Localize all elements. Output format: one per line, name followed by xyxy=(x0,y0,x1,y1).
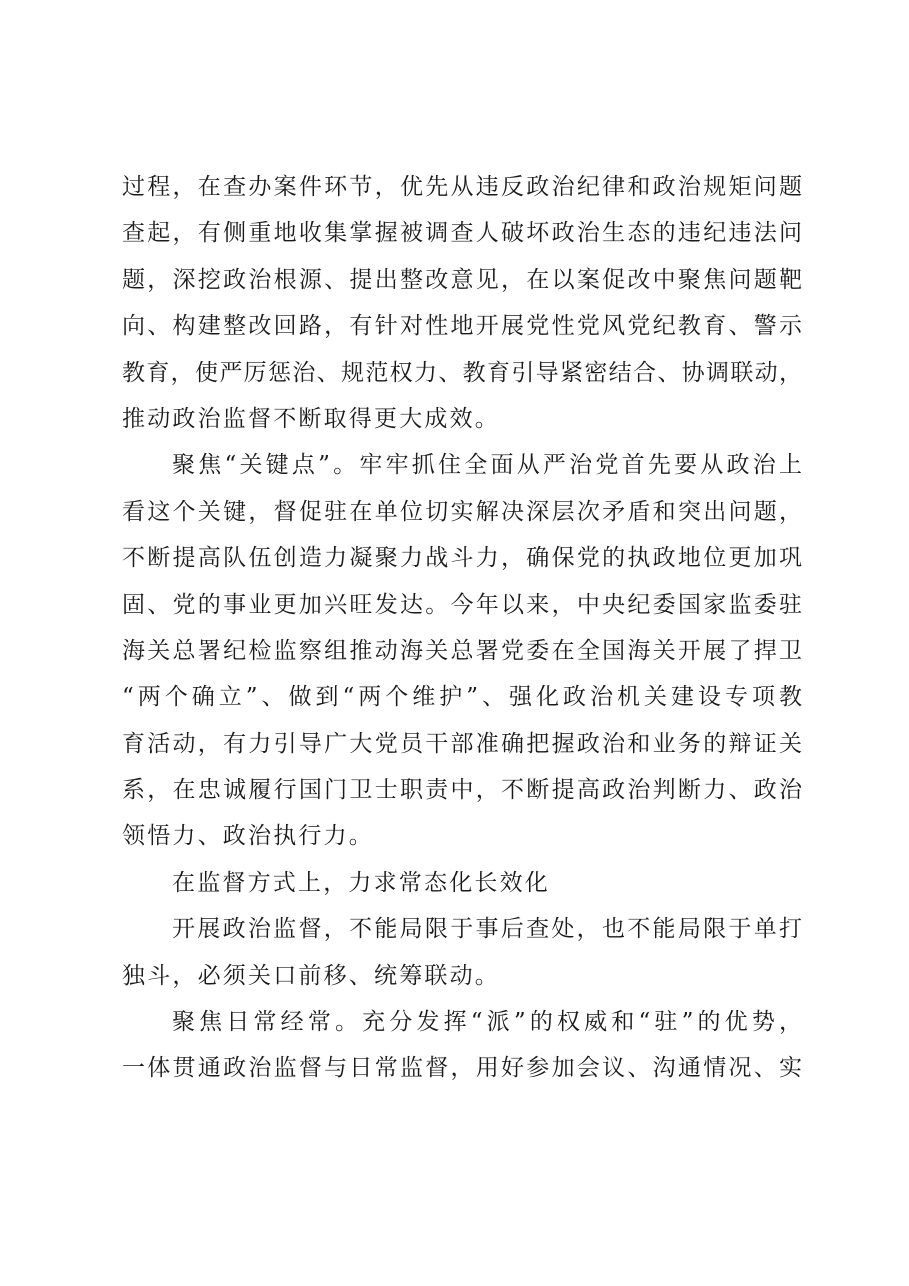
text-line: 在监督方式上，力求常态化长效化 xyxy=(172,869,550,896)
body-text xyxy=(122,164,802,1092)
text-line: 一体贯通政治监督与日常监督，用好参加会议、沟通情况、实 xyxy=(122,1055,802,1082)
text-line: 向、构建整改回路，有针对性地开展党性党风党纪教育、警示 xyxy=(122,313,802,340)
text-line: 教育，使严厉惩治、规范权力、教育引导紧密结合、协调联动， xyxy=(122,359,802,386)
text-line: 开展政治监督，不能局限于事后查处，也不能局限于单打 xyxy=(172,916,802,943)
text-line: 聚焦“关键点”。牢牢抓住全面从严治党首先要从政治上 xyxy=(172,452,802,479)
text-line: 领悟力、政治执行力。 xyxy=(122,823,374,850)
text-line: 系，在忠诚履行国门卫士职责中，不断提高政治判断力、政治 xyxy=(122,777,802,804)
text-line: 不断提高队伍创造力凝聚力战斗力，确保党的执政地位更加巩 xyxy=(122,545,802,572)
text-line: 固、党的事业更加兴旺发达。今年以来，中央纪委国家监委驻 xyxy=(122,591,802,618)
text-line: 独斗，必须关口前移、统筹联动。 xyxy=(122,962,500,989)
text-line: 育活动，有力引导广大党员干部准确把握政治和业务的辩证关 xyxy=(122,730,802,757)
text-line: 题，深挖政治根源、提出整改意见，在以案促改中聚焦问题靶 xyxy=(122,266,802,293)
text-line: 海关总署纪检监察组推动海关总署党委在全国海关开展了捍卫 xyxy=(122,637,802,664)
text-line: 过程，在查办案件环节，优先从违反政治纪律和政治规矩问题 xyxy=(122,174,802,200)
text-line: 查起，有侧重地收集掌握被调查人破坏政治生态的违纪违法问 xyxy=(122,220,802,247)
text-line: 聚焦日常经常。充分发挥“派”的权威和“驻”的优势， xyxy=(172,1009,802,1036)
text-line: “两个确立”、做到“两个维护”、强化政治机关建设专项教 xyxy=(122,684,802,711)
text-line: 看这个关键，督促驻在单位切实解决深层次矛盾和突出问题， xyxy=(122,498,802,525)
text-line: 推动政治监督不断取得更大成效。 xyxy=(122,405,500,432)
